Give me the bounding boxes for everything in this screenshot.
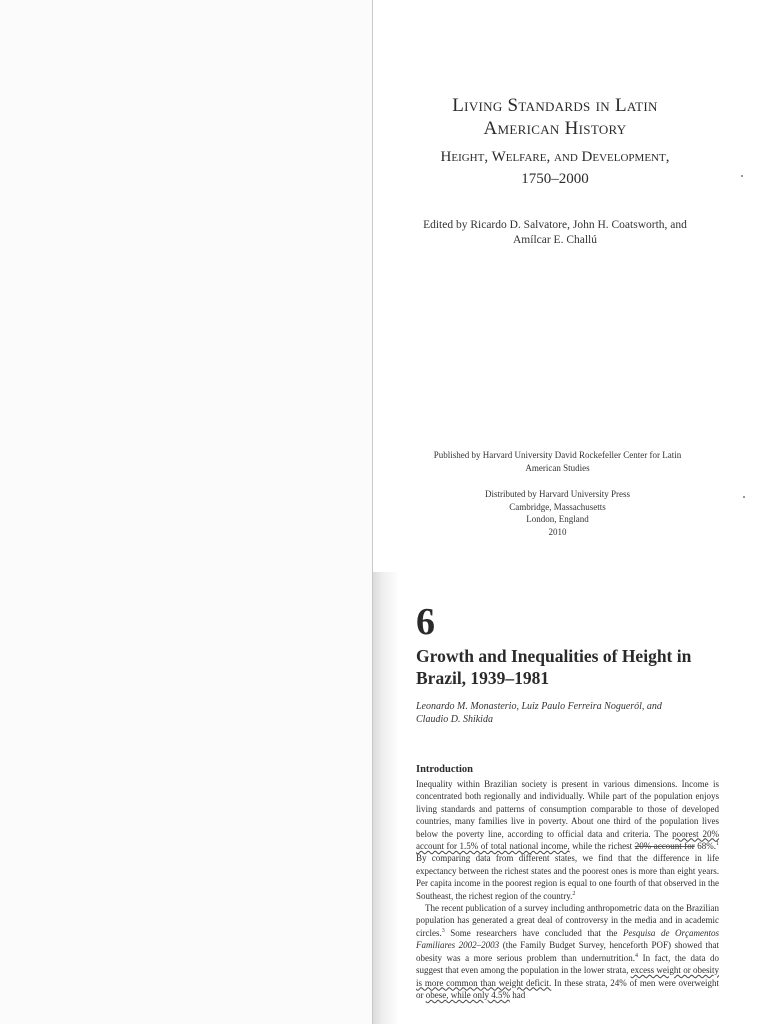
underlined-text: obese, while only 4.5% xyxy=(425,989,510,1000)
footnote-marker: 4 xyxy=(635,952,639,959)
underlined-text: poorest 20% account for 1.5% of total national income, xyxy=(416,828,719,852)
publisher-info xyxy=(405,449,710,474)
footnote-marker: 1 xyxy=(716,841,720,848)
text-run: In these strata, 24% of men were overweight or xyxy=(416,977,719,1000)
text-run: Inequality within Brazilian society is present in various dimensions. Income is concentrated both regionally and individually. While part of the population enjoys living standards and patterns of consumption comparable to those of developed countries, many families live in poverty. About one third of the population lives below the poverty line, according to official data and criteria. The xyxy=(416,779,719,839)
book-title xyxy=(400,94,710,140)
book-editors xyxy=(400,218,710,248)
text-run: The recent publication of a survey including anthropometric data on the Brazilian population has generated a great deal of controversy in the media and in academic circles. xyxy=(416,903,719,938)
chapter-title xyxy=(416,645,736,689)
distributor-info xyxy=(405,488,710,538)
authors-line: Leonardo M. Monasterio, Luiz Paulo Ferreira Nogueról, and xyxy=(416,701,662,712)
chapter-title-line: Growth and Inequalities of Height in xyxy=(416,646,692,666)
editors-line: Edited by Ricardo D. Salvatore, John H. Coatsworth, and xyxy=(423,219,687,231)
paragraph xyxy=(416,778,719,902)
footnote-marker: 2 xyxy=(572,890,576,897)
struck-text: 20% account for xyxy=(634,841,695,852)
chapter-title-line: Brazil, 1939–1981 xyxy=(416,668,550,688)
text-run: Some researchers have concluded that the xyxy=(444,927,623,938)
book-title-line: Living Standards in Latin xyxy=(452,95,658,116)
distributor-line: London, England xyxy=(526,514,589,524)
text-run: (the Family Budget Survey, henceforth POF) showed that obesity was a more serious problem than undernutrition. xyxy=(416,940,719,963)
editors-line: Amílcar E. Challú xyxy=(513,234,597,246)
text-run: In fact, the data do suggest that even among the population in the lower strata, xyxy=(416,952,719,976)
book-subtitle-line: 1750–2000 xyxy=(521,171,589,187)
section-heading: Introduction xyxy=(416,764,473,775)
text-run: had xyxy=(509,989,526,1000)
scan-speck xyxy=(743,496,745,498)
footnote-marker: 3 xyxy=(441,927,445,934)
text-run: while the richest xyxy=(569,841,635,852)
text-run: By comparing data from different states, we find that the difference in life expectancy between the richest states and the poorest ones is more than eight years. Per capita income in the poorest region is equal to one fourth of that observed in the Southeast, the richest region of the country. xyxy=(416,853,719,901)
paragraph xyxy=(416,902,719,1001)
chapter-body xyxy=(416,778,719,1001)
publisher-line: Published by Harvard University David Rockefeller Center for Latin xyxy=(433,450,682,460)
book-subtitle-line: Height, Welfare, and Development, xyxy=(440,149,670,165)
chapter-number: 6 xyxy=(416,601,435,643)
distributor-line: Distributed by Harvard University Press xyxy=(485,489,630,499)
book-subtitle xyxy=(400,146,710,190)
gutter-shadow xyxy=(373,572,399,1024)
blank-left-page xyxy=(0,0,372,1024)
scan-speck xyxy=(741,175,743,177)
italic-text: Pesquisa de Orçamentos Familiares 2002–2003 xyxy=(416,927,719,951)
authors-line: Claudio D. Shikida xyxy=(416,714,493,725)
text-run: 68%. xyxy=(694,841,717,852)
underlined-text: excess weight or obesity is more common than weight deficit. xyxy=(416,965,719,988)
publication-year: 2010 xyxy=(548,526,567,537)
book-title-line: American History xyxy=(483,118,627,139)
distributor-line: Cambridge, Massachusetts xyxy=(509,501,606,512)
chapter-authors xyxy=(416,700,726,726)
publisher-line: American Studies xyxy=(525,462,590,473)
